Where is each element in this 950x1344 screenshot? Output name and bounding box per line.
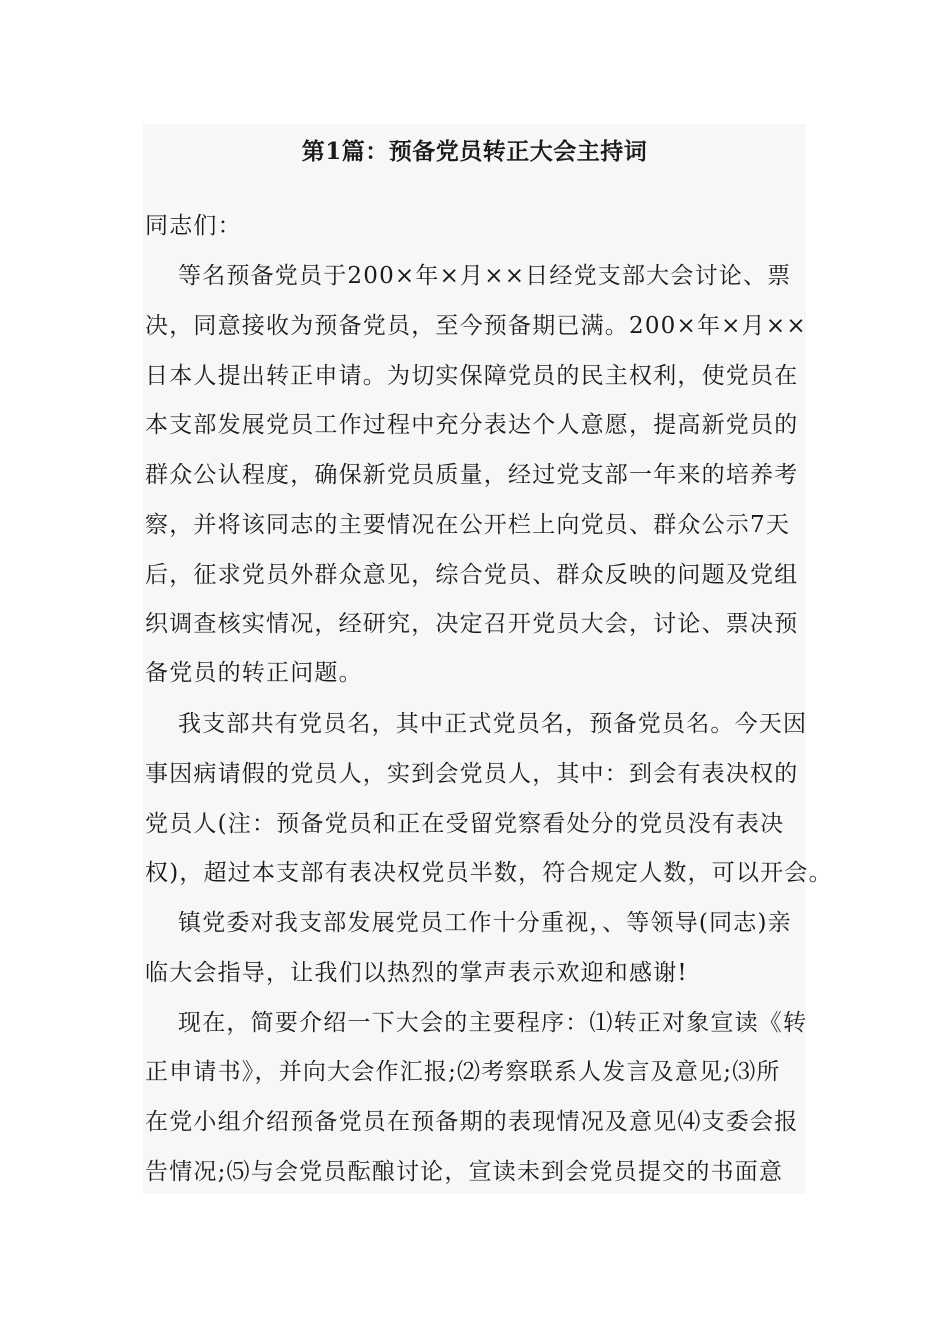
text-line: 我支部共有党员名，其中正式党员名，预备党员名。今天因 [178,711,808,737]
text-line: 正申请书》，并向大会作汇报;⑵考察联系人发言及意见;⑶所 [145,1059,781,1085]
text-line: 群众公认程度，确保新党员质量，经过党支部一年来的培养考 [145,462,799,488]
text-line: 权)，超过本支部有表决权党员半数，符合规定人数，可以开会。 [145,860,833,886]
text-line: 临大会指导，让我们以热烈的掌声表示欢迎和感谢! [145,960,688,986]
text-line: 本支部发展党员工作过程中充分表达个人意愿，提高新党员的 [145,412,799,438]
text-line: 决，同意接收为预备党员，至今预备期已满。200×年×月×× [145,313,807,339]
text-line: 告情况;⑸与会党员酝酿讨论，宣读未到会党员提交的书面意 [145,1159,784,1185]
text-line: 察，并将该同志的主要情况在公开栏上向党员、群众公示7天 [145,512,791,538]
text-line: 党员人(注：预备党员和正在受留党察看处分的党员没有表决 [145,811,785,837]
text-line-salutation: 同志们： [145,213,242,239]
text-line: 日本人提出转正申请。为切实保障党员的民主权利，使党员在 [145,363,799,389]
text-line: 镇党委对我支部发展党员工作十分重视，、等领导(同志)亲 [178,910,792,936]
document-title: 第1篇：预备党员转正大会主持词 [301,138,648,165]
text-line: 等名预备党员于200×年×月××日经党支部大会讨论、票 [178,263,792,289]
text-line: 现在，简要介绍一下大会的主要程序：⑴转正对象宣读《转 [178,1010,808,1036]
text-line: 备党员的转正问题。 [145,660,363,686]
text-line: 织调查核实情况，经研究，决定召开党员大会，讨论、票决预 [145,611,799,637]
text-line: 事因病请假的党员人，实到会党员人，其中：到会有表决权的 [145,761,799,787]
text-line: 后，征求党员外群众意见，综合党员、群众反映的问题及党组 [145,562,799,588]
text-line: 在党小组介绍预备党员在预备期的表现情况及意见⑷支委会报 [145,1109,799,1135]
